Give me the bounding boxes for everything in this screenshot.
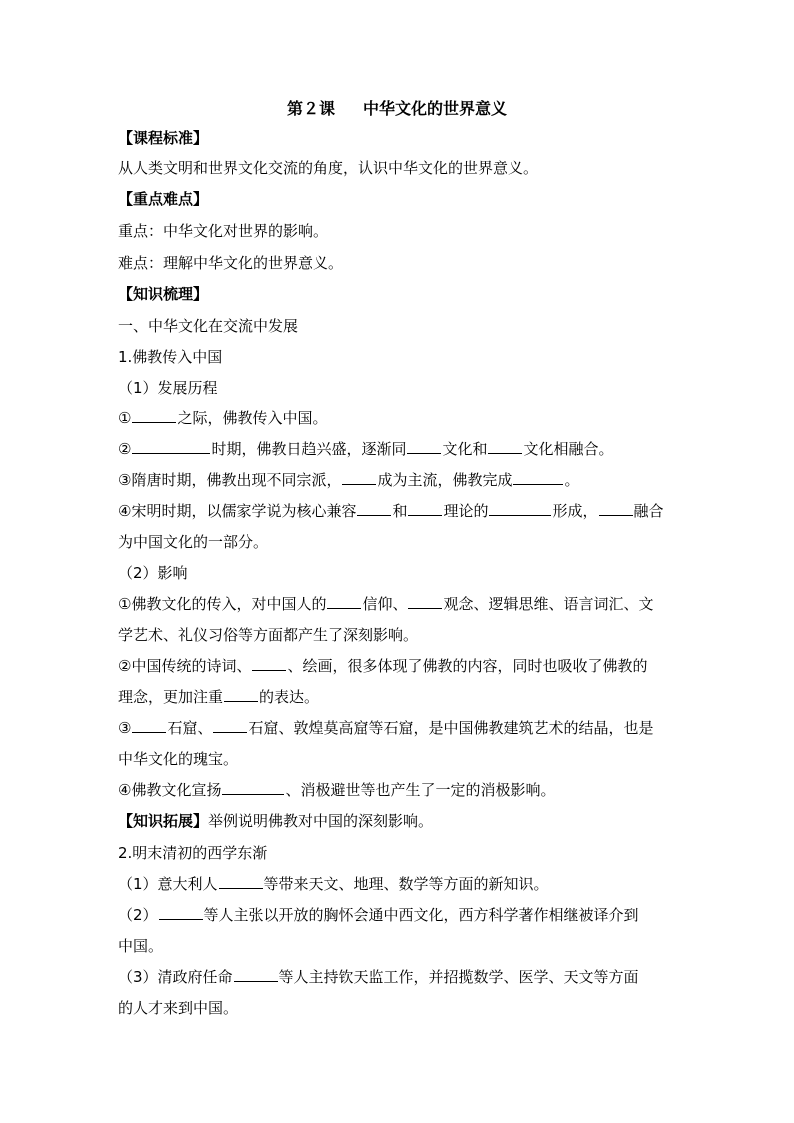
paragraph-influence-1: ①佛教文化的传入，对中国人的 信仰、 观念、逻辑思维、语言词汇、文	[118, 595, 654, 613]
paragraph-influence-1-cont: 学艺术、礼仪习俗等方面都产生了深刻影响。	[118, 626, 419, 644]
fill-blank[interactable]	[408, 594, 442, 609]
paragraph-western-1: （1）意大利人 等带来天文、地理、数学等方面的新知识。	[118, 875, 549, 893]
paragraph-western-2-cont: 中国。	[118, 937, 164, 955]
fill-blank[interactable]	[159, 905, 203, 920]
standard-heading: 【课程标准】	[118, 129, 209, 147]
fill-blank[interactable]	[327, 594, 361, 609]
fill-blank[interactable]	[234, 967, 278, 982]
paragraph-western-3: （3）清政府任命 等人主持钦天监工作，并招揽数学、医学、天文等方面	[118, 968, 639, 986]
fill-blank[interactable]	[357, 501, 391, 516]
standard-text: 从人类文明和世界文化交流的角度，认识中华文化的世界意义。	[118, 159, 539, 177]
paragraph-dev-3: ③隋唐时期，佛教出现不同宗派， 成为主流，佛教完成 。	[118, 471, 580, 489]
fill-blank[interactable]	[222, 780, 284, 795]
fill-blank[interactable]	[224, 687, 258, 702]
fill-blank[interactable]	[513, 470, 563, 485]
fill-blank[interactable]	[132, 408, 176, 423]
section-heading-1: 一、中华文化在交流中发展	[118, 317, 299, 335]
paragraph-influence-2-cont: 理念，更加注重 的表达。	[118, 688, 320, 706]
fill-blank[interactable]	[342, 470, 376, 485]
paragraph-dev-4-cont: 为中国文化的一部分。	[118, 533, 269, 551]
paragraph-influence-3-cont: 中华文化的瑰宝。	[118, 750, 239, 768]
fill-blank[interactable]	[407, 439, 441, 454]
paragraph-dev-2: ② 时期，佛教日趋兴盛，逐渐同 文化和 文化相融合。	[118, 440, 614, 458]
paragraph-dev-1: ① 之际，佛教传入中国。	[118, 409, 328, 427]
difficult-point-text: 难点：理解中华文化的世界意义。	[118, 254, 344, 272]
lesson-number: 第２课	[286, 99, 335, 118]
fill-blank[interactable]	[219, 874, 263, 889]
lesson-name: 中华文化的世界意义	[363, 99, 508, 118]
paragraph-western-3-cont: 的人才来到中国。	[118, 999, 239, 1017]
knowledge-heading: 【知识梳理】	[118, 285, 209, 303]
extension-text: 举例说明佛教对中国的深刻影响。	[208, 812, 434, 830]
fill-blank[interactable]	[252, 656, 286, 671]
paragraph-influence-4: ④佛教文化宣扬 、消极避世等也产生了一定的消极影响。	[118, 781, 556, 799]
fill-blank[interactable]	[132, 439, 210, 454]
fill-blank[interactable]	[599, 501, 633, 516]
lesson-title	[0, 96, 794, 119]
extension-heading: 【知识拓展】	[118, 812, 209, 830]
subsection-influence: （2）影响	[118, 564, 188, 582]
knowledge-extension	[118, 810, 678, 832]
paragraph-dev-4: ④宋明时期，以儒家学说为核心兼容 和 理论的 形成， 融合	[118, 502, 664, 520]
fill-blank[interactable]	[213, 718, 247, 733]
fill-blank[interactable]	[132, 718, 166, 733]
subsection-buddhism: 1.佛教传入中国	[118, 348, 223, 366]
paragraph-influence-2: ②中国传统的诗词、 、绘画，很多体现了佛教的内容，同时也吸收了佛教的	[118, 657, 648, 675]
paragraph-influence-3: ③ 石窟、 石窟、敦煌莫高窟等石窟，是中国佛教建筑艺术的结晶，也是	[118, 719, 654, 737]
key-difficult-heading: 【重点难点】	[118, 190, 209, 208]
fill-blank[interactable]	[408, 501, 442, 516]
paragraph-western-2: （2） 等人主张以开放的胸怀会通中西文化，西方科学著作相继被译介到	[118, 906, 639, 924]
subsection-western-learning: 2.明末清初的西学东渐	[118, 844, 268, 862]
subsection-development: （1）发展历程	[118, 379, 218, 397]
fill-blank[interactable]	[488, 439, 522, 454]
key-point-text: 重点：中华文化对世界的影响。	[118, 222, 329, 240]
fill-blank[interactable]	[489, 501, 551, 516]
